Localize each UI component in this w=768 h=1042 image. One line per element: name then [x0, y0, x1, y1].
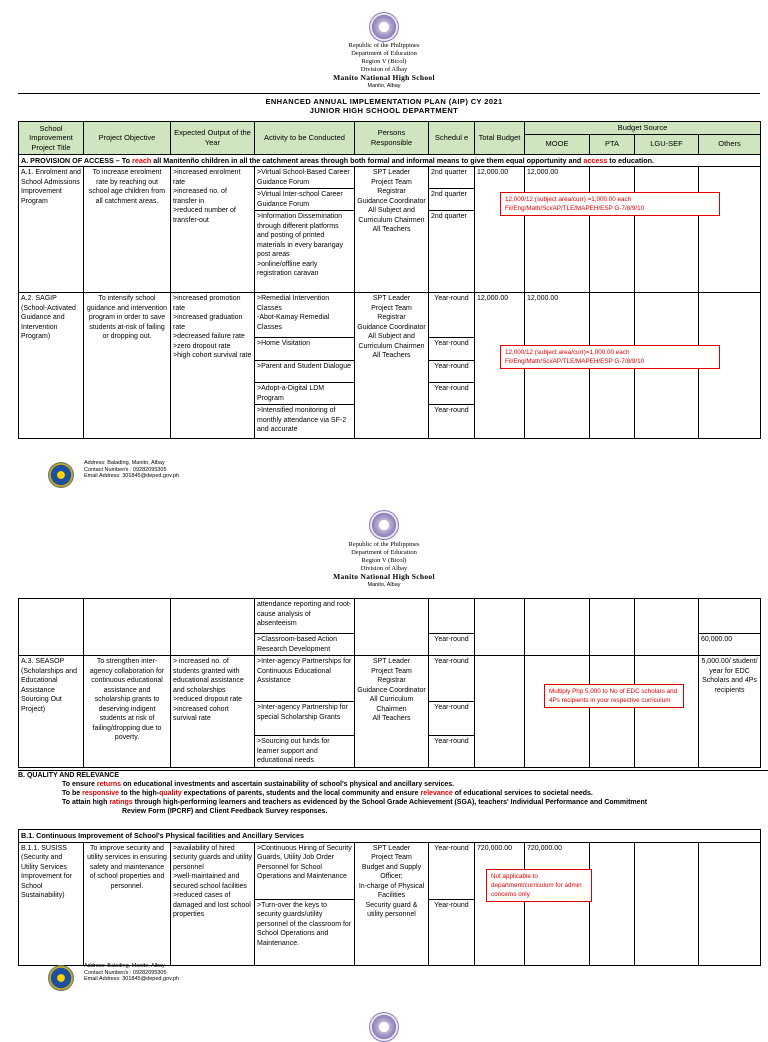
a2-schedule-1: Year-round — [429, 293, 475, 338]
note-b11-admin: Not applicable to department/curriculum for admin concerns only — [486, 869, 592, 902]
b-goal-2d: of educational services to societal needs. — [452, 790, 593, 797]
a1-budget: 12,000.00 — [475, 167, 525, 293]
school-town: Manito, Albay — [367, 582, 401, 588]
aip-table-page-2b — [18, 829, 761, 966]
school-name: Manito National High School — [333, 73, 435, 82]
b-goal-3b: through high-performing learners and teachers as evidenced by the School Grade Achievement (SGA), teachers' Individual Performance and Commitment — [132, 799, 648, 806]
b11-activity-2: >Turn-over the keys to security guards/utility personnel of the classroom for School Operations and Maintenance. — [255, 899, 355, 965]
footer-text — [84, 460, 179, 480]
a3-schedule-2: Year-round — [429, 702, 475, 736]
a3-objective: To strengthen inter-agency collaboration for continuous educational assistance and scholarship grants to deserving indigent students at risk of failing/dropping due to poverty. — [84, 656, 171, 768]
a2cont-objective — [84, 599, 171, 656]
a3-title: A.3. SEASOP (Scholarships and Educational Assistance Sourcing Out Project) — [19, 656, 84, 768]
a2-title: A.2. SAGIP (School-Activated Guidance and Intervention Program) — [19, 293, 84, 439]
republic-line: Republic of the Philippines — [348, 541, 420, 548]
a2-objective: To intensify school guidance and intervention program in order to save students at-risk of failing or dropping out. — [84, 293, 171, 439]
footer-email: Email Address: 301845@deped.gov.ph — [84, 976, 180, 982]
a2cont-schedule-6: Year-round — [429, 634, 475, 656]
b11-others — [699, 842, 761, 965]
a2-persons: SPT Leader Project Team Registrar Guidance Coordinator All Subject and Curriculum Chairmen All Teachers — [355, 293, 429, 439]
section-a-suffix: to education. — [607, 155, 655, 165]
a2cont-mooe — [525, 599, 590, 656]
b-goal-2-quality: quality — [159, 790, 182, 797]
section-b-goal-3-cont: Review Form (IPCRF) and Client Feedback Survey responses. — [122, 808, 328, 815]
b11-output: >availability of hired security guards and utility personnel >well-maintained and secured school facilities >reduced cases of damaged and lost school properties — [171, 842, 255, 965]
b11-title: B.1.1. SUSISS (Security and Utility Services Improvement for School Sustainability) — [19, 842, 84, 965]
section-b-goal-1 — [18, 780, 768, 789]
col-header-others: Others — [699, 134, 761, 154]
school-name: Manito National High School — [333, 572, 435, 581]
department-line: Department of Education — [351, 549, 417, 556]
col-header-schedule: Schedul e — [429, 122, 475, 155]
section-b-block — [18, 770, 768, 816]
b-goal-2-responsive: responsive — [82, 790, 120, 797]
a2cont-pta — [590, 599, 635, 656]
b-goal-3-ratings: ratings — [109, 799, 133, 806]
a2-output: >increased promotion rate >increased graduation rate >decreased failure rate >zero dropout rate >high cohort survival rate — [171, 293, 255, 439]
b11-lgu — [635, 842, 699, 965]
letterhead — [0, 42, 768, 90]
col-header-activity: Activity to be Conducted — [255, 122, 355, 155]
a3-mooe — [525, 656, 590, 768]
a1-activity-3: >Information Dissemination through different platforms and posting of printed materials in every barangay post areas >online/offline early registration caravan — [255, 211, 355, 293]
b-goal-1-returns: returns — [96, 781, 122, 788]
a1-activity-1: >Virtual School-Based Career Guidance Forum — [255, 167, 355, 189]
section-b-heading: B. QUALITY AND RELEVANCE — [18, 770, 768, 780]
b-goal-2a: To be — [62, 790, 83, 797]
a1-pta — [590, 167, 635, 293]
a1-schedule-2: 2nd quarter — [429, 189, 475, 211]
a2-activity-3: >Parent and Student Dialogue — [255, 361, 355, 383]
a2cont-others-blank — [699, 599, 761, 634]
b-goal-1b: on educational investments and ascertain sustainability of school's physical and ancillary services. — [121, 781, 455, 788]
a3-activity-1: >Inter-agency Partnerships for Continuous Educational Assistance — [255, 656, 355, 702]
a2cont-budget — [475, 599, 525, 656]
a2cont-persons — [355, 599, 429, 656]
b-goal-3a: To attain high — [62, 799, 110, 806]
section-b-goal-2 — [18, 789, 768, 798]
a1-output: >increased enrolment rate >increased no. of transfer in >reduced number of transfer-out — [171, 167, 255, 293]
title-line-2: JUNIOR HIGH SCHOOL DEPARTMENT — [309, 106, 459, 115]
b-goal-2c: expectations of parents, students and the local community and ensure — [181, 790, 421, 797]
section-a-access: access — [583, 155, 608, 165]
a1-others — [699, 167, 761, 293]
a1-persons: SPT Leader Project Team Registrar Guidance Coordinator All Subject and Curriculum Chairmen All Teachers — [355, 167, 429, 293]
deped-seal-icon — [369, 1012, 399, 1042]
a2-activity-5: >Intensified monitoring of monthly attendance via SF-2 and accurate — [255, 405, 355, 439]
section-b-goal-3 — [18, 798, 768, 807]
a2-schedule-5: Year-round — [429, 405, 475, 439]
aip-table-page-1 — [18, 121, 761, 439]
a2cont-others: 60,000.00 — [699, 634, 761, 656]
col-header-budget: Total Budget — [475, 122, 525, 155]
school-logo-icon — [48, 965, 74, 991]
b11-pta — [590, 842, 635, 965]
a2-activity-2: >Home Visitation — [255, 338, 355, 361]
footer-email: Email Address: 301845@deped.gov.ph — [84, 473, 180, 479]
b11-activity-1: >Continuous Hiring of Security Guards, Utility Job Order Personnel for School Operations and Maintenance — [255, 842, 355, 899]
a2cont-lgu — [635, 599, 699, 656]
document-title — [0, 97, 768, 115]
a2cont-title — [19, 599, 84, 656]
a2cont-activity-5: attendance reporting and root-cause analysis of absenteeism — [255, 599, 355, 634]
b11-mooe: 720,000.00 — [525, 842, 590, 965]
a1-activity-2: >Virtual Inter-school Career Guidance Forum — [255, 189, 355, 211]
letterhead — [0, 541, 768, 589]
a2-budget: 12,000.00 — [475, 293, 525, 439]
a2-activity-1: >Remedial Intervention Classes -Abot-Kamay Remedial Classes — [255, 293, 355, 338]
deped-seal-icon — [369, 510, 399, 540]
b11-schedule-2: Year-round — [429, 899, 475, 965]
col-header-pta: PTA — [590, 134, 635, 154]
section-a-middle: all Manitenño children in all the catchment areas through both formal and informal means to give them equal opportunity and — [151, 155, 584, 165]
region-line: Region V (Bicol) — [361, 557, 407, 564]
a1-lgu — [635, 167, 699, 293]
a1-title: A.1. Enrolment and School Admissions Improvement Program — [19, 167, 84, 293]
section-a-heading — [19, 154, 761, 167]
title-line-1: ENHANCED ANNUAL IMPLEMENTATION PLAN (AIP) CY 2021 — [265, 97, 503, 106]
a3-output: > increased no. of students granted with educational assistance and scholarships >reduced dropout rate >increased cohort survival rate — [171, 656, 255, 768]
deped-seal-icon — [369, 12, 399, 42]
a3-lgu — [635, 656, 699, 768]
header-divider — [18, 93, 760, 94]
a3-schedule-1: Year-round — [429, 656, 475, 702]
note-a3-scholars: Multiply Php 5,000 to No of EDC scholars and 4Ps recipients in your respective curriculum — [544, 684, 684, 708]
footer-text — [84, 963, 179, 983]
note-a2-budget: 12,000/12 (subject area/curr)=1,000.00 each Fil/Eng/Math/Sci/AP/TLE/MAPEH/ESP G-7/8/9/10 — [500, 345, 720, 369]
b1-heading: B.1. Continuous Improvement of School's Physical facilities and Ancillary Services — [19, 830, 761, 843]
col-header-mooe: MOOE — [525, 134, 590, 154]
footer-address: Address: Balading, Manito, Albay — [84, 963, 165, 969]
b-goal-1a: To ensure — [62, 781, 97, 788]
a3-budget — [475, 656, 525, 768]
b11-budget: 720,000.00 — [475, 842, 525, 965]
col-header-objective: Project Objective — [84, 122, 171, 155]
col-header-lgu: LGU-SEF — [635, 134, 699, 154]
b11-objective: To improve security and utility services in ensuring safety and maintenance of school properties and personnel. — [84, 842, 171, 965]
a3-activity-3: >Sourcing out funds for learner support and educational needs — [255, 736, 355, 768]
col-header-persons: Persons Responsible — [355, 122, 429, 155]
a3-activity-2: >Inter-agency Partnership for special Scholarship Grants — [255, 702, 355, 736]
section-a-prefix: A. PROVISION OF ACCESS – To — [21, 155, 133, 165]
a3-persons: SPT Leader Project Team Registrar Guidance Coordinator All Curriculum Chairmen All Teachers — [355, 656, 429, 768]
col-header-output: Expected Output of the Year — [171, 122, 255, 155]
a1-mooe: 12,000.00 — [525, 167, 590, 293]
a1-schedule-1: 2nd quarter — [429, 167, 475, 189]
b11-schedule-1: Year-round — [429, 842, 475, 899]
a2-activity-4: >Adopt-a-Digital LDM Program — [255, 383, 355, 405]
division-line: Division of Albay — [360, 565, 408, 572]
school-town: Manito, Albay — [367, 83, 401, 89]
a3-schedule-3: Year-round — [429, 736, 475, 768]
footer-contact: Contact Number/s : 09282095305 — [84, 969, 167, 976]
a2cont-output — [171, 599, 255, 656]
col-header-title: School Improvement Project Title — [19, 122, 84, 155]
note-a1-budget: 12,000/12 (subject area/curr) =1,000.00 each Fil/Eng/Math/Sci/AP/TLE/MAPEH/ESP G-7/8/9/10 — [500, 192, 720, 216]
a1-objective: To increase enrolment rate by reaching out school age children from all catchment areas. — [84, 167, 171, 293]
b-goal-2-relevance: relevance — [420, 790, 453, 797]
col-header-source: Budget Source — [525, 122, 761, 135]
a2cont-schedule-5 — [429, 599, 475, 634]
a2-schedule-4: Year-round — [429, 383, 475, 405]
section-a-reach: reach — [132, 155, 152, 165]
a2-schedule-2: Year-round — [429, 338, 475, 361]
b11-persons: SPT Leader Project Team Budget and Supply Officer; In-charge of Physical Facilities Security guard & utility personnel — [355, 842, 429, 965]
republic-line: Republic of the Philippines — [348, 42, 420, 49]
a1-schedule-3: 2nd quarter — [429, 211, 475, 293]
footer-address: Address: Balading, Manito, Albay — [84, 460, 165, 466]
b-goal-2b: to the high- — [119, 790, 160, 797]
footer-contact: Contact Number/s : 09282095305 — [84, 466, 167, 473]
a3-others: 5,000.00/ student/ year for EDC Scholars and 4Ps recipients — [699, 656, 761, 768]
division-line: Division of Albay — [360, 66, 408, 73]
department-line: Department of Education — [351, 50, 417, 57]
a3-pta — [590, 656, 635, 768]
a2-mooe: 12,000.00 — [525, 293, 590, 439]
aip-table-page-2a — [18, 598, 761, 768]
a2-schedule-3: Year-round — [429, 361, 475, 383]
a2cont-activity-6: >Classroom-based Action Research Development — [255, 634, 355, 656]
region-line: Region V (Bicol) — [361, 58, 407, 65]
school-logo-icon — [48, 462, 74, 488]
